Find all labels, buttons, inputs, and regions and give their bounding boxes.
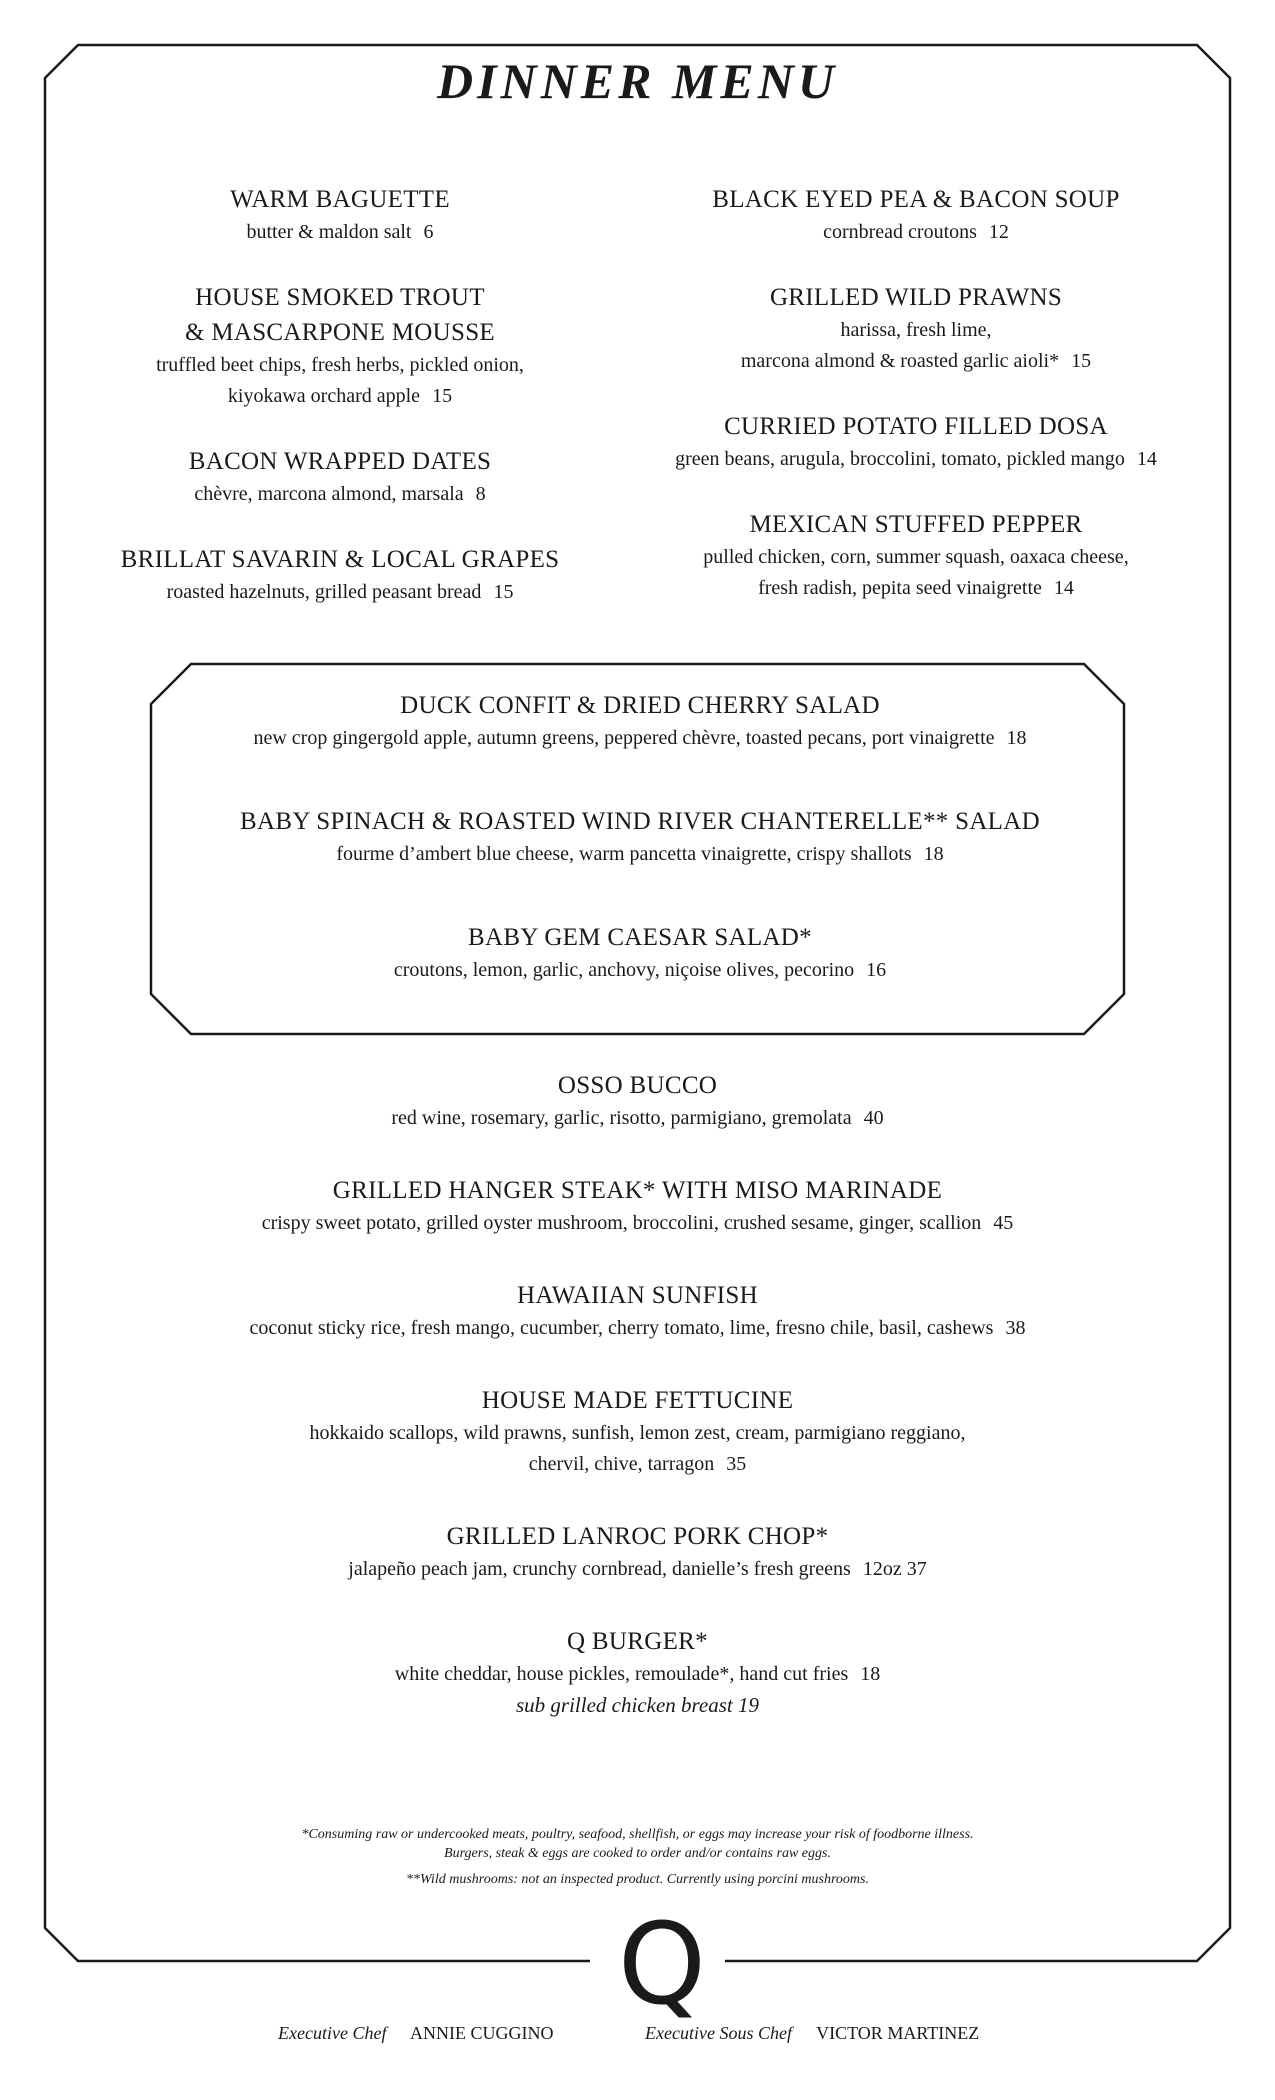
item-name-line: GRILLED HANGER STEAK* WITH MISO MARINADE: [332, 1177, 943, 1204]
item-description-line: red wine, rosemary, garlic, risotto, parmigiano, gremolata: [391, 1107, 852, 1129]
menu-item: [100, 1519, 1175, 1585]
item-description-line: fresh radish, pepita seed vinaigrette: [758, 577, 1042, 599]
salads-section: [160, 688, 1120, 1036]
starters-right-column: [636, 182, 1196, 636]
item-description-line: croutons, lemon, garlic, anchovy, niçoise olives, pecorino: [393, 959, 855, 981]
item-name: [636, 280, 1196, 315]
item-name: [160, 920, 1120, 955]
item-description-line: kiyokawa orchard apple: [227, 385, 421, 407]
sous-chef-role: Executive Sous Chef: [645, 2023, 792, 2043]
item-description-line: crispy sweet potato, grilled oyster mushroom, broccolini, crushed sesame, ginger, scallion: [261, 1212, 982, 1234]
item-price: 15: [493, 581, 514, 603]
menu-item: [100, 1624, 1175, 1721]
footnote-mushrooms: **Wild mushrooms: not an inspected product. Currently using porcini mushrooms.: [406, 1872, 869, 1887]
item-description: [160, 955, 1120, 986]
item-name: [100, 1068, 1175, 1103]
item-description: [100, 1418, 1175, 1480]
menu-item: [60, 542, 620, 608]
item-description-line: fourme d’ambert blue cheese, warm pancetta vinaigrette, crispy shallots: [336, 843, 912, 865]
item-price: 6: [423, 221, 434, 243]
chef-role: Executive Chef: [278, 2023, 387, 2043]
footnotes: [100, 1825, 1175, 1896]
item-description-line: new crop gingergold apple, autumn greens, peppered chèvre, toasted pecans, port vinaigrette: [253, 727, 995, 749]
item-price: 15: [1071, 350, 1092, 372]
item-price: 18: [860, 1663, 881, 1685]
menu-title: DINNER MENU: [436, 53, 838, 109]
item-name-line: Q BURGER*: [567, 1628, 708, 1655]
item-name: [636, 182, 1196, 217]
item-price: 18: [1006, 727, 1027, 749]
item-price: 18: [923, 843, 944, 865]
item-name: [60, 542, 620, 577]
item-name-line: & MASCARPONE MOUSSE: [185, 319, 495, 346]
item-price: 15: [432, 385, 453, 407]
item-name: [636, 409, 1196, 444]
item-price: 12: [988, 221, 1009, 243]
item-description: [100, 1659, 1175, 1690]
item-name-line: MEXICAN STUFFED PEPPER: [749, 511, 1083, 538]
item-description: [160, 839, 1120, 870]
item-description-line: coconut sticky rice, fresh mango, cucumber, cherry tomato, lime, fresno chile, basil, cashews: [249, 1317, 994, 1339]
item-name: [100, 1624, 1175, 1659]
item-description: [636, 542, 1196, 604]
item-description: [60, 217, 620, 248]
item-description-line: hokkaido scallops, wild prawns, sunfish, lemon zest, cream, parmigiano reggiano,: [309, 1422, 966, 1444]
item-price: 45: [993, 1212, 1014, 1234]
item-description: [160, 723, 1120, 754]
item-description: [100, 1554, 1175, 1585]
item-name-line: GRILLED LANROC PORK CHOP*: [446, 1523, 829, 1550]
menu-item: [636, 280, 1196, 377]
item-name-line: CURRIED POTATO FILLED DOSA: [724, 413, 1108, 440]
item-name-line: HOUSE MADE FETTUCINE: [481, 1387, 794, 1414]
item-name-line: WARM BAGUETTE: [230, 186, 450, 213]
menu-item: [100, 1068, 1175, 1134]
item-name: [160, 688, 1120, 723]
item-description-line: harissa, fresh lime,: [840, 319, 992, 341]
menu-item: [160, 688, 1120, 754]
item-name-line: BACON WRAPPED DATES: [188, 448, 492, 475]
item-description: [636, 315, 1196, 377]
item-name-line: HAWAIIAN SUNFISH: [517, 1282, 758, 1309]
executive-chef-credit: [278, 2023, 553, 2044]
item-description-line: chèvre, marcona almond, marsala: [194, 483, 464, 505]
item-description-line: roasted hazelnuts, grilled peasant bread: [166, 581, 482, 603]
item-description-line: chervil, chive, tarragon: [528, 1453, 715, 1475]
q-logo: Q: [617, 1900, 707, 2030]
item-description-line: white cheddar, house pickles, remoulade*, hand cut fries: [394, 1663, 849, 1685]
menu-item: [636, 409, 1196, 475]
item-description-line: pulled chicken, corn, summer squash, oaxaca cheese,: [703, 546, 1129, 568]
item-name: [60, 182, 620, 217]
item-name-line: BABY GEM CAESAR SALAD*: [468, 924, 812, 951]
item-name: [100, 1383, 1175, 1418]
item-name: [60, 444, 620, 479]
item-price: 14: [1053, 577, 1074, 599]
executive-sous-chef-credit: [645, 2023, 979, 2044]
menu-item: [636, 507, 1196, 604]
item-description: [636, 217, 1196, 248]
item-description-line: green beans, arugula, broccolini, tomato, pickled mango: [675, 448, 1125, 470]
menu-item: [60, 280, 620, 412]
item-description-line: cornbread croutons: [823, 221, 977, 243]
item-price: 12oz 37: [862, 1558, 927, 1580]
menu-item: [100, 1383, 1175, 1480]
footnote-line-2: Burgers, steak & eggs are cooked to order and/or contains raw eggs.: [444, 1846, 831, 1861]
item-description: [100, 1103, 1175, 1134]
item-description-line: butter & maldon salt: [246, 221, 412, 243]
menu-item: [60, 182, 620, 248]
item-description: [60, 577, 620, 608]
footnote-raw-warning: [100, 1825, 1175, 1863]
sous-chef-name: VICTOR MARTINEZ: [816, 2023, 980, 2043]
item-name-line: OSSO BUCCO: [557, 1072, 718, 1099]
item-price: 38: [1005, 1317, 1026, 1339]
chef-credits: [0, 2023, 1275, 2053]
menu-item: [160, 920, 1120, 986]
menu-item: [100, 1173, 1175, 1239]
item-name-line: BLACK EYED PEA & BACON SOUP: [712, 186, 1120, 213]
chef-name: ANNIE CUGGINO: [409, 2023, 554, 2043]
item-name: [60, 280, 620, 350]
mains-section: [100, 1068, 1175, 1760]
menu-item: [636, 182, 1196, 248]
item-name-line: GRILLED WILD PRAWNS: [769, 284, 1063, 311]
footnote-line-1: *Consuming raw or undercooked meats, poultry, seafood, shellfish, or eggs may increase your risk of foodborne illness.: [301, 1827, 974, 1842]
menu-item: [60, 444, 620, 510]
item-price: 40: [863, 1107, 884, 1129]
item-description-line: truffled beet chips, fresh herbs, pickled onion,: [156, 354, 524, 376]
item-name: [100, 1278, 1175, 1313]
item-substitution: sub grilled chicken breast 19: [515, 1693, 759, 1717]
item-price: 35: [726, 1453, 747, 1475]
item-name-line: BABY SPINACH & ROASTED WIND RIVER CHANTERELLE** SALAD: [240, 808, 1040, 835]
item-name: [636, 507, 1196, 542]
item-price: 14: [1136, 448, 1157, 470]
item-name-line: HOUSE SMOKED TROUT: [195, 284, 485, 311]
item-name-line: DUCK CONFIT & DRIED CHERRY SALAD: [400, 692, 880, 719]
item-description: [60, 350, 620, 412]
menu-item: [160, 804, 1120, 870]
item-description-line: jalapeño peach jam, crunchy cornbread, danielle’s fresh greens: [348, 1558, 851, 1580]
item-name-line: BRILLAT SAVARIN & LOCAL GRAPES: [120, 546, 560, 573]
item-price: 8: [475, 483, 486, 505]
item-description: [100, 1313, 1175, 1344]
starters-left-column: [60, 182, 620, 640]
item-description: [636, 444, 1196, 475]
item-description-line: marcona almond & roasted garlic aioli*: [740, 350, 1060, 372]
item-name: [160, 804, 1120, 839]
item-name: [100, 1173, 1175, 1208]
item-name: [100, 1519, 1175, 1554]
menu-item: [100, 1278, 1175, 1344]
item-description: [100, 1208, 1175, 1239]
item-price: 16: [866, 959, 887, 981]
item-description: [60, 479, 620, 510]
